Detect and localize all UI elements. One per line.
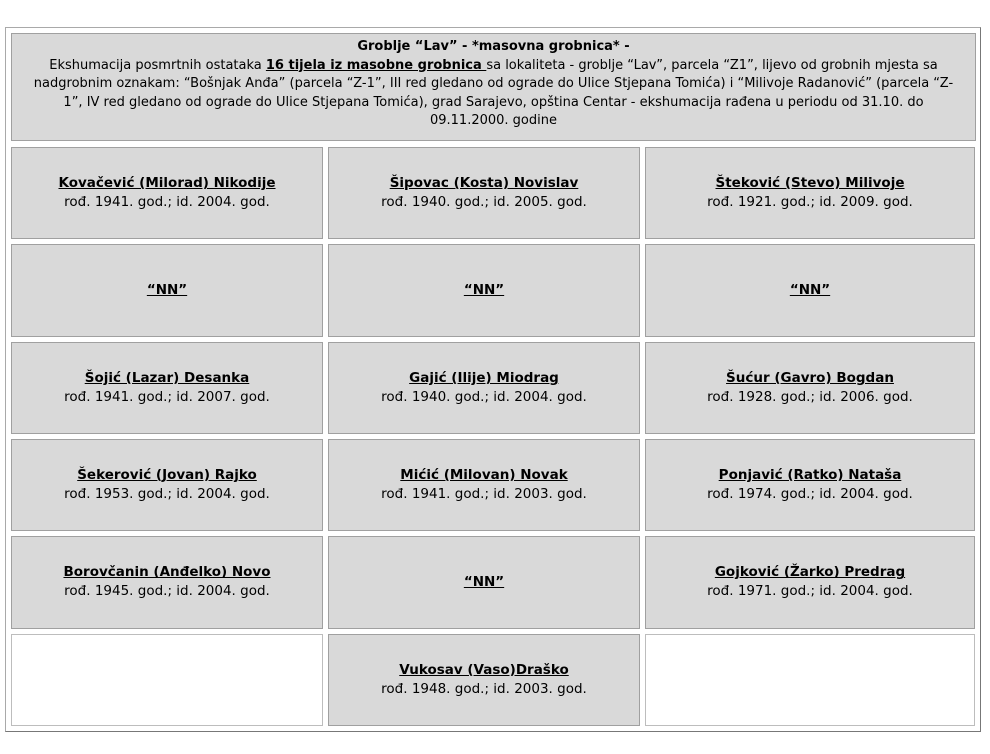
victim-dates: rođ. 1921. god.; id. 2009. god. [707, 194, 913, 211]
victim-name: Borovčanin (Anđelko) Novo [63, 564, 271, 581]
victim-name: “NN” [463, 281, 505, 298]
victim-cell [645, 147, 975, 239]
victim-name: Šekerović (Jovan) Rajko [77, 467, 257, 484]
victim-name: Gajić (Ilije) Miodrag [409, 369, 559, 386]
victim-cell [11, 342, 323, 434]
header-title: Groblje “Lav” - *masovna grobnica* - [357, 39, 630, 54]
header-description [26, 57, 961, 131]
victim-dates: rođ. 1928. god.; id. 2006. god. [707, 388, 913, 405]
victim-cell [11, 147, 323, 239]
victim-cell [645, 342, 975, 434]
victim-cell [11, 536, 323, 628]
victim-name: Šojić (Lazar) Desanka [84, 369, 250, 386]
victim-cell [328, 634, 640, 726]
header-box [11, 33, 976, 141]
victim-name: “NN” [146, 281, 188, 298]
victim-cell [328, 439, 640, 531]
victim-name: “NN” [463, 573, 505, 590]
victim-name: Kovačević (Milorad) Nikodije [58, 175, 276, 192]
victim-dates: rođ. 1945. god.; id. 2004. god. [64, 583, 270, 600]
victim-dates: rođ. 1941. god.; id. 2004. god. [64, 194, 270, 211]
header-text-highlight: 16 tijela iz masobne grobnica [265, 57, 487, 73]
victim-cell-unidentified [11, 244, 323, 336]
victim-cell [645, 536, 975, 628]
victim-cell-unidentified [645, 244, 975, 336]
victim-dates: rođ. 1974. god.; id. 2004. god. [707, 486, 913, 503]
victim-cell [328, 147, 640, 239]
victim-cell-unidentified [328, 244, 640, 336]
victim-dates: rođ. 1940. god.; id. 2005. god. [381, 194, 587, 211]
header-text-post: sa lokaliteta - groblje “Lav”, parcela “Z1”, lijevo od grobnih mjesta sa nadgrobnim oznakam: “Bošnjak Anđa” (parcela “Z-1”, III red gledano od ograde do Ulice Stjepana Tomića) i “Milivoje Radanović” (parcela “Z-1”, IV red gledano od ograde do Ulice Stjepana Tomića), grad Sarajevo, opština Centar - ekshumacija rađena u periodu od 31.10. do 09.11.2000. godine [33, 57, 954, 128]
victim-dates: rođ. 1948. god.; id. 2003. god. [381, 680, 587, 697]
victim-name: Šućur (Gavro) Bogdan [726, 369, 894, 386]
empty-cell [645, 634, 975, 726]
victim-name: Šteković (Stevo) Milivoje [715, 175, 905, 192]
victim-cell [645, 439, 975, 531]
victim-name: Vukosav (Vaso)Draško [399, 661, 569, 678]
victim-dates: rođ. 1971. god.; id. 2004. god. [707, 583, 913, 600]
victim-dates: rođ. 1940. god.; id. 2004. god. [381, 388, 587, 405]
victim-dates: rođ. 1941. god.; id. 2003. god. [381, 486, 587, 503]
victim-name: Gojković (Žarko) Predrag [714, 564, 906, 581]
victim-cell [328, 342, 640, 434]
victim-dates: rođ. 1941. god.; id. 2007. god. [64, 388, 270, 405]
empty-cell [11, 634, 323, 726]
header-text-pre: Ekshumacija posmrtnih ostataka [49, 57, 266, 73]
victim-dates: rođ. 1953. god.; id. 2004. god. [64, 486, 270, 503]
victim-name: Ponjavić (Ratko) Nataša [718, 467, 902, 484]
victim-name: Mićić (Milovan) Novak [400, 467, 568, 484]
victims-grid [11, 147, 976, 726]
victim-cell-unidentified [328, 536, 640, 628]
victim-name: “NN” [789, 281, 831, 298]
victim-name: Šipovac (Kosta) Novislav [389, 175, 579, 192]
victim-cell [11, 439, 323, 531]
